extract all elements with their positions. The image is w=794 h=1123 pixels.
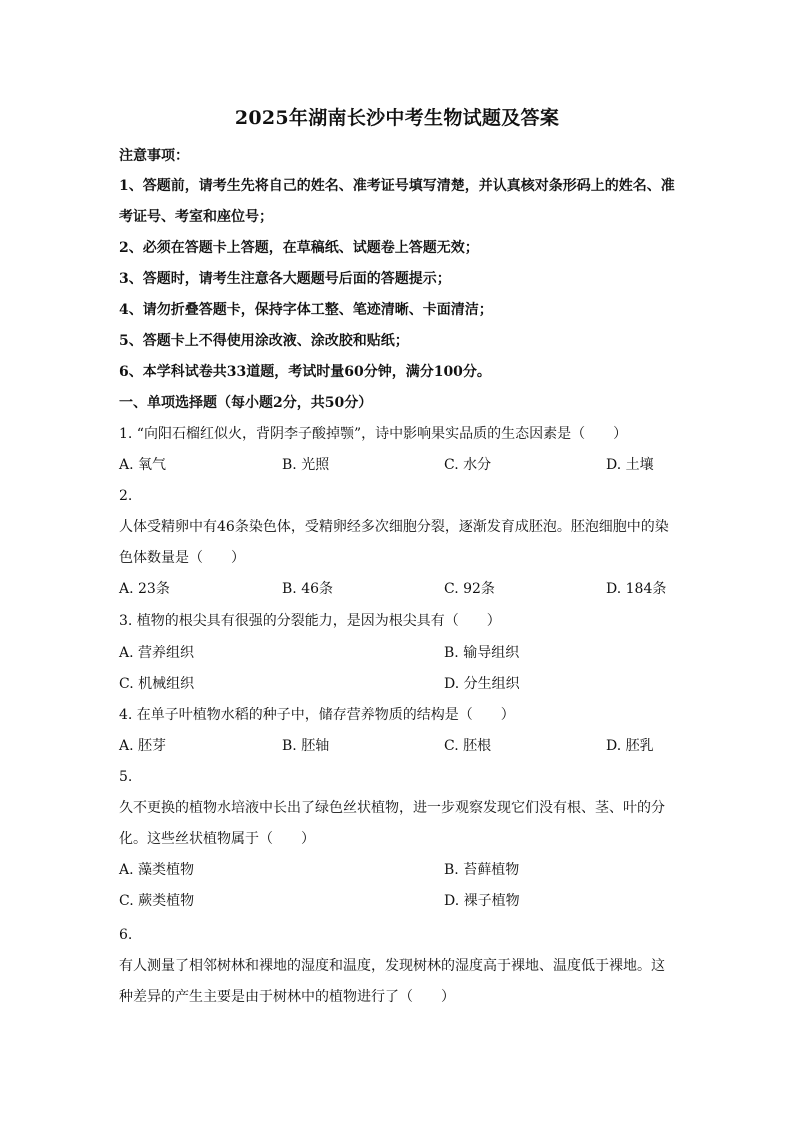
question-3-option-c: C. 机械组织: [119, 676, 195, 692]
question-4-option-a: A. 胚芽: [119, 738, 167, 754]
notice-item-1-cont: 考证号、考室和座位号；: [119, 209, 273, 225]
question-2-option-b: B. 46条: [282, 581, 334, 597]
question-4-option-b: B. 胚轴: [282, 738, 330, 754]
question-1-stem: 1. “向阳石榴红似火，背阴李子酸掉颚”，诗中影响果实品质的生态因素是（ ）: [119, 426, 628, 442]
question-1-option-b: B. 光照: [282, 457, 330, 473]
notice-item-2: 2、必须在答题卡上答题，在草稿纸、试题卷上答题无效；: [119, 240, 479, 256]
question-4-option-d: D. 胚乳: [606, 738, 654, 754]
section-heading: 一、单项选择题（每小题2分，共50分）: [119, 395, 373, 411]
question-2-option-d: D. 184条: [606, 581, 667, 597]
notice-item-1: 1、答题前，请考生先将自己的姓名、准考证号填写清楚，并认真核对条形码上的姓名、准: [119, 178, 675, 194]
notice-item-3: 3、答题时，请考生注意各大题题号后面的答题提示；: [119, 271, 451, 287]
question-5-option-b: B. 苔藓植物: [444, 862, 520, 878]
question-6-stem: 有人测量了相邻树林和裸地的湿度和温度，发现树林的湿度高于裸地、温度低于裸地。这: [119, 958, 665, 974]
question-4-option-c: C. 胚根: [444, 738, 492, 754]
question-1-option-a: A. 氧气: [119, 457, 167, 473]
question-3-option-b: B. 输导组织: [444, 645, 520, 661]
question-5-option-a: A. 藻类植物: [119, 862, 195, 878]
question-2-option-a: A. 23条: [119, 581, 170, 597]
question-2-number: 2.: [119, 488, 133, 504]
question-5-stem: 久不更换的植物水培液中长出了绿色丝状植物，进一步观察发现它们没有根、茎、叶的分: [119, 800, 665, 816]
question-6-stem-cont: 种差异的产生主要是由于树林中的植物进行了（ ）: [119, 989, 455, 1005]
question-5-stem-cont: 化。这些丝状植物属于（ ）: [119, 831, 315, 847]
question-6-number: 6.: [119, 927, 133, 943]
question-3-option-a: A. 营养组织: [119, 645, 195, 661]
question-2-option-c: C. 92条: [444, 581, 495, 597]
question-1-option-d: D. 土壤: [606, 457, 654, 473]
question-1-option-c: C. 水分: [444, 457, 492, 473]
question-4-stem: 4. 在单子叶植物水稻的种子中，储存营养物质的结构是（ ）: [119, 707, 515, 723]
question-2-stem-cont: 色体数量是（ ）: [119, 550, 245, 566]
question-5-option-d: D. 裸子植物: [444, 893, 520, 909]
question-5-option-c: C. 蕨类植物: [119, 893, 195, 909]
document-title: 2025年湖南长沙中考生物试题及答案: [234, 107, 560, 129]
question-5-number: 5.: [119, 769, 133, 785]
question-3-stem: 3. 植物的根尖具有很强的分裂能力，是因为根尖具有（ ）: [119, 613, 501, 629]
notice-heading: 注意事项：: [119, 148, 189, 164]
notice-item-4: 4、请勿折叠答题卡，保持字体工整、笔迹清晰、卡面清洁；: [119, 302, 493, 318]
question-3-option-d: D. 分生组织: [444, 676, 520, 692]
notice-item-6: 6、本学科试卷共33道题，考试时量60分钟，满分100分。: [119, 364, 491, 380]
notice-item-5: 5、答题卡上不得使用涂改液、涂改胶和贴纸；: [119, 333, 409, 349]
question-2-stem: 人体受精卵中有46条染色体，受精卵经多次细胞分裂，逐渐发育成胚泡。胚泡细胞中的染: [119, 519, 669, 535]
